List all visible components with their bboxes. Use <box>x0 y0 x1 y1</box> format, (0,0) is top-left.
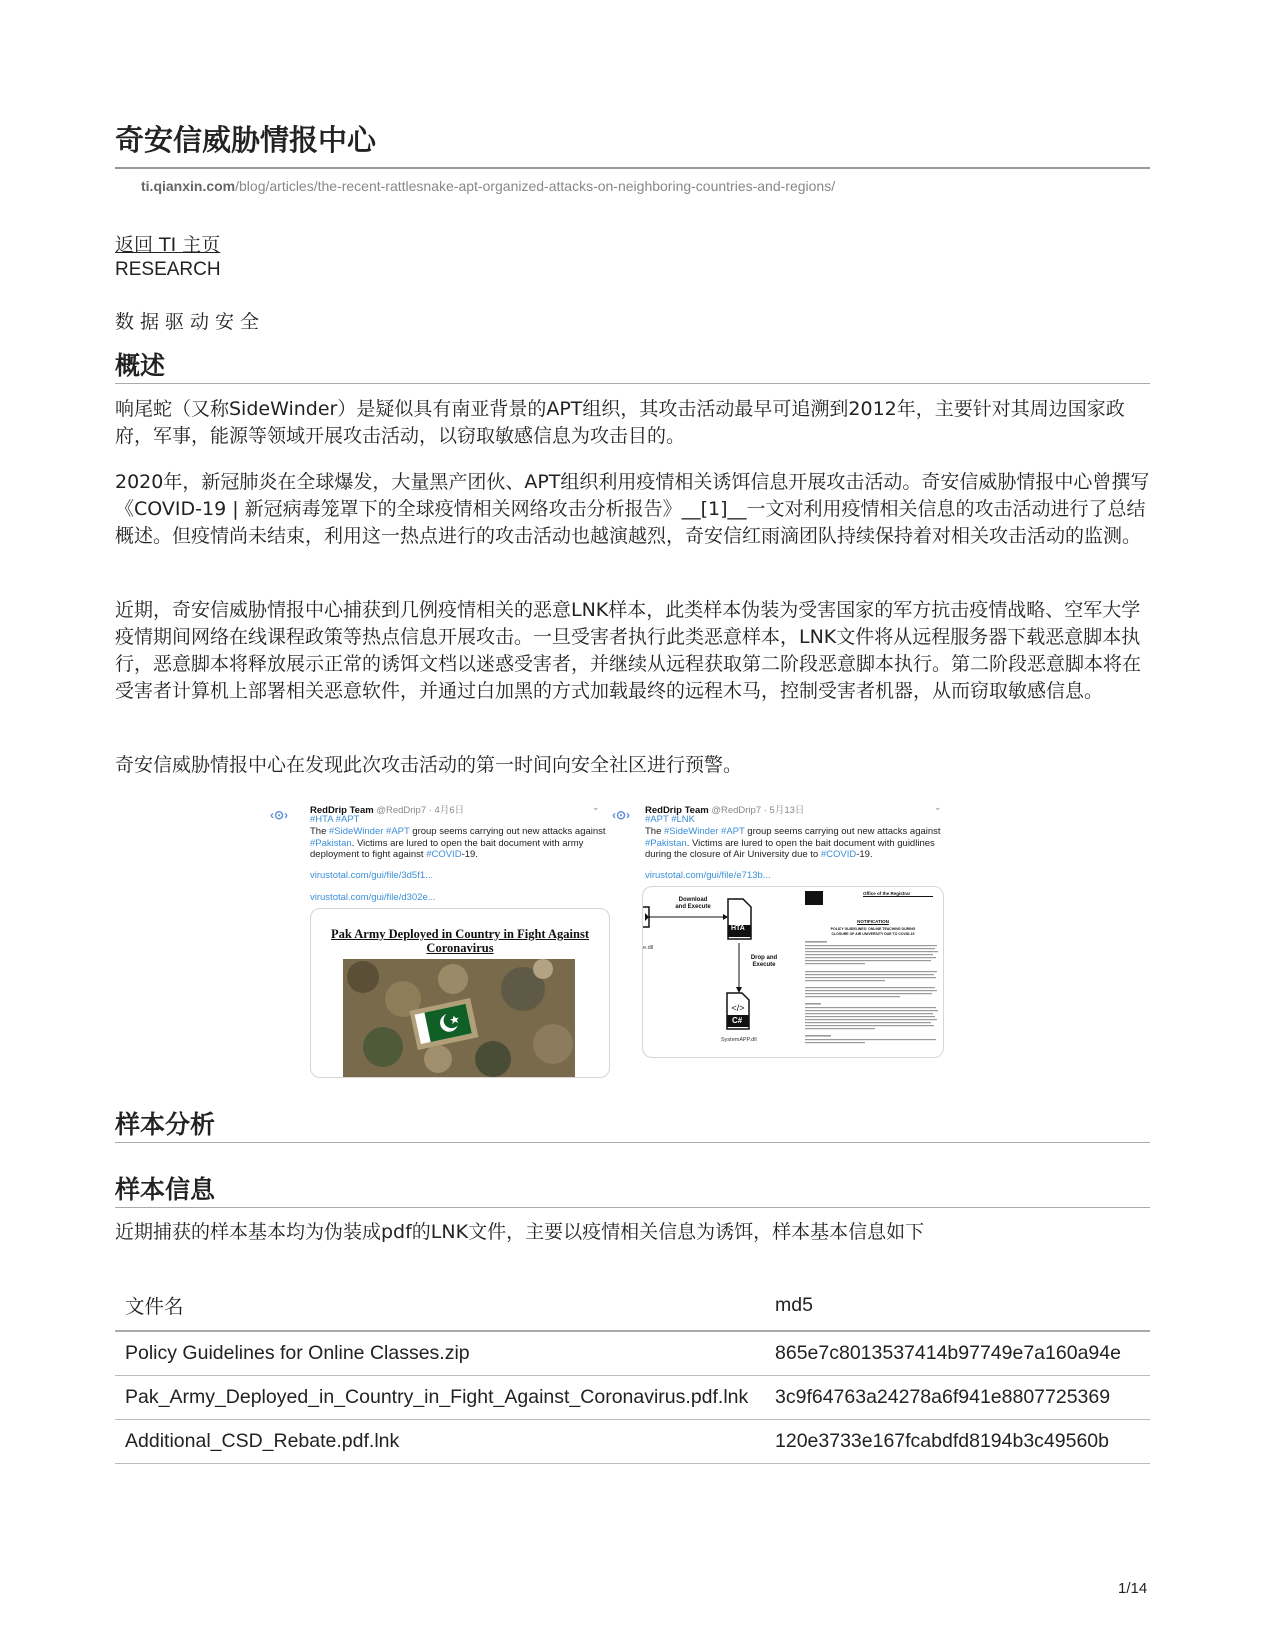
tweet-card-2[interactable] <box>612 800 957 1060</box>
csharp-label: C# <box>732 1016 743 1025</box>
dll-label: SystemAPP.dll <box>721 1037 757 1043</box>
svg-text:</>: </> <box>731 1003 745 1013</box>
tweet-author: RedDrip Team <box>310 805 374 816</box>
column-header-md5: md5 <box>765 1280 1150 1331</box>
overview-heading: 概述 <box>115 351 166 380</box>
attack-chain-preview[interactable] <box>642 886 944 1058</box>
tweet-card-1[interactable] <box>270 800 610 1082</box>
virustotal-link-1[interactable]: virustotal.com/gui/file/3d5f1... <box>310 870 434 881</box>
table-header-row <box>115 1280 1150 1331</box>
sample-table <box>115 1280 1150 1464</box>
tweet-author: RedDrip Team <box>645 805 709 816</box>
sample-analysis-divider <box>115 1142 1150 1143</box>
tweet-handle-date: @RedDrip7 · 5月13日 <box>711 805 805 816</box>
download-execute-label: Download and Execute <box>675 897 711 910</box>
back-to-ti-home-link[interactable]: 返回 TI 主页 <box>115 234 221 256</box>
army-patch-photo <box>343 959 575 1077</box>
virustotal-link-3[interactable]: virustotal.com/gui/file/e713b... <box>645 870 771 881</box>
chevron-down-icon[interactable]: ⌄ <box>592 802 600 812</box>
document-text-lines <box>805 941 941 1055</box>
office-label: Office of the Registrar <box>863 891 933 897</box>
tweet-text: The #SideWinder #APT group seems carrying out new attacks against #Pakistan. Victims are lured to open the bait document with army deployment to fight against #COVID-19. <box>310 826 606 860</box>
sample-info-heading: 样本信息 <box>115 1175 216 1204</box>
category-label: RESEARCH <box>115 259 221 280</box>
sample-analysis-heading: 样本分析 <box>115 1110 216 1139</box>
notification-document <box>803 887 943 1057</box>
tweet-hashtags[interactable]: #APT #LNK <box>645 814 695 825</box>
table-row <box>115 1376 1150 1420</box>
left-dll-label: e.dll <box>643 945 654 951</box>
tweet-hashtags[interactable]: #HTA #APT <box>310 814 360 825</box>
attack-chain-diagram <box>643 887 803 1057</box>
column-header-filename: 文件名 <box>115 1280 765 1331</box>
table-row <box>115 1420 1150 1464</box>
overview-paragraph-4: 奇安信威胁情报中心在发现此次攻击活动的第一时间向安全社区进行预警。 <box>115 754 743 776</box>
page-number: 1/14 <box>1118 1580 1148 1597</box>
bait-document-title: Pak Army Deployed in Country in Fight Against Coronavirus <box>330 927 589 955</box>
cell-md5: 865e7c8013537414b97749e7a160a94e <box>765 1331 1150 1376</box>
url-path: /blog/articles/the-recent-rattlesnake-apt-organized-attacks-on-neighboring-countries-and-regions/ <box>235 178 836 194</box>
cell-filename: Pak_Army_Deployed_in_Country_in_Fight_Against_Coronavirus.pdf.lnk <box>115 1376 765 1420</box>
url-domain: ti.qianxin.com <box>141 178 236 194</box>
sample-info-paragraph: 近期捕获的样本基本均为伪装成pdf的LNK文件，主要以疫情相关信息为诱饵，样本基本信息如下 <box>115 1221 925 1243</box>
cell-filename: Additional_CSD_Rebate.pdf.lnk <box>115 1420 765 1464</box>
overview-divider <box>115 383 1150 384</box>
reddrip-avatar-icon: ‹⊙› <box>270 808 289 822</box>
cell-md5: 3c9f64763a24278a6f941e8807725369 <box>765 1376 1150 1420</box>
virustotal-link-2[interactable]: virustotal.com/gui/file/d302e... <box>310 892 436 903</box>
bait-document-preview[interactable] <box>310 908 610 1078</box>
reddrip-avatar-icon: ‹⊙› <box>612 808 631 822</box>
notification-subheading: POLICY GUIDELINES: ONLINE TEACHING DURING CLOSURE OF AIR UNIVERSITY DUE TO COVID-19 <box>830 927 916 936</box>
tweet-text: The #SideWinder #APT group seems carrying out new attacks against #Pakistan. Victims are lured to open the bait document with guidlines during the closure of Air University due to #COVID-19. <box>645 826 941 860</box>
overview-paragraph-2: 2020年，新冠肺炎在全球爆发，大量黑产团伙、APT组织利用疫情相关诱饵信息开展攻击活动。奇安信威胁情报中心曾撰写《COVID-19 | 新冠病毒笼罩下的全球疫情相关网络攻击分析报告》__[1]__一文对利用疫情相关信息的攻击活动进行了总结概述。但疫情尚未结束，利用这一热点进行的攻击活动也越演越烈，奇安信红雨滴团队持续保持着对相关攻击活动的监测。 <box>115 471 1150 547</box>
drop-execute-label: Drop and Execute <box>750 955 778 968</box>
air-university-logo <box>805 891 823 905</box>
table-row <box>115 1331 1150 1376</box>
cell-filename: Policy Guidelines for Online Classes.zip <box>115 1331 765 1376</box>
site-title: 奇安信威胁情报中心 <box>115 123 377 157</box>
sample-info-divider <box>115 1207 1150 1208</box>
overview-paragraph-3: 近期，奇安信威胁情报中心捕获到几例疫情相关的恶意LNK样本，此类样本伪装为受害国家的军方抗击疫情战略、空军大学疫情期间网络在线课程政策等热点信息开展攻击。一旦受害者执行此类恶意样本，LNK文件将从远程服务器下载恶意脚本执行，恶意脚本将释放展示正常的诱饵文档以迷惑受害者，并继续从远程获取第二阶段恶意脚本执行。第二阶段恶意脚本将在受害者计算机上部署相关恶意软件，并通过白加黑的方式加载最终的远程木马，控制受害者机器，从而窃取敏感信息。 <box>115 599 1142 702</box>
tagline: 数据驱动安全 <box>115 311 266 333</box>
tweet-handle-date: @RedDrip7 · 4月6日 <box>376 805 465 816</box>
chevron-down-icon[interactable]: ⌄ <box>934 802 942 812</box>
notification-heading: NOTIFICATION <box>857 919 889 924</box>
overview-paragraph-1: 响尾蛇（又称SideWinder）是疑似具有南亚背景的APT组织，其攻击活动最早可追溯到2012年，主要针对其周边国家政府，军事，能源等领域开展攻击活动，以窃取敏感信息为攻击目的。 <box>115 398 1125 447</box>
title-divider <box>115 167 1150 169</box>
hta-label: HTA <box>731 925 745 932</box>
source-url[interactable] <box>141 178 835 194</box>
cell-md5: 120e3733e167fcabdfd8194b3c49560b <box>765 1420 1150 1464</box>
